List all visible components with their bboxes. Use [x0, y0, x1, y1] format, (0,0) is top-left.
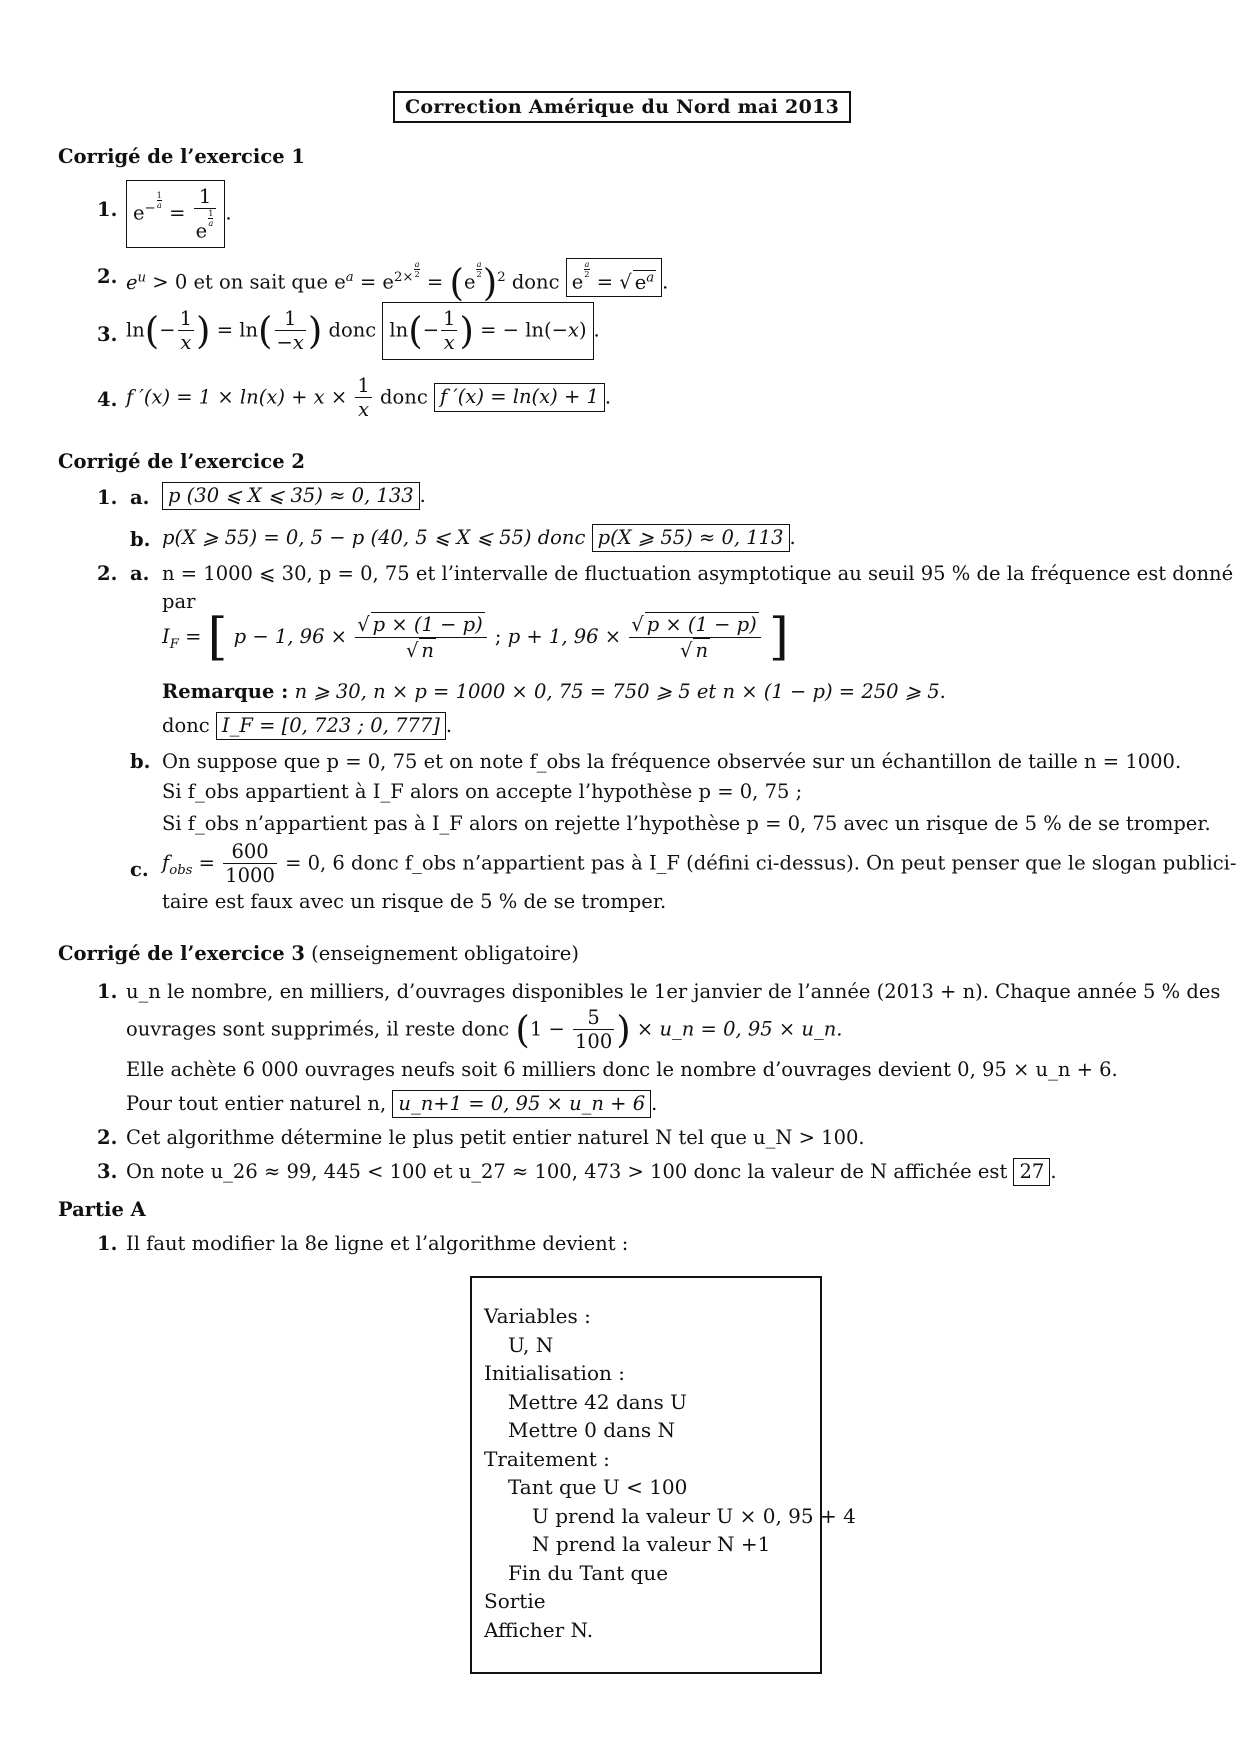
- algo-line: Initialisation :: [484, 1361, 625, 1385]
- ex2-q2a-sub: a.: [130, 562, 150, 585]
- algo-line: Fin du Tant que: [508, 1560, 669, 1585]
- ex2-q2b-sub: b.: [130, 750, 151, 773]
- ex2-q2c-line2: taire est faux avec un risque de 5 % de se tromper.: [162, 890, 667, 913]
- ex3-q2-text: Cet algorithme détermine le plus petit entier naturel N tel que u_N > 100.: [126, 1126, 865, 1149]
- ex3-heading-note: (enseignement obligatoire): [311, 942, 579, 965]
- ex3-q2-num: 2.: [97, 1126, 118, 1149]
- ex2-q1a-sub: a.: [130, 486, 150, 509]
- algo-line: Sortie: [484, 1589, 546, 1613]
- algo-line: Tant que U < 100: [508, 1475, 688, 1499]
- ex1-q3-line: ln(− $\frac{1}{x}$ ) = ln( $\frac{1}{-x}$ ) donc ln(− $\frac{1}{x}$ ) = − ln(−x) .: [126, 302, 600, 360]
- ex3-q3-text: On note u_26 ≈ 99, 445 < 100 et u_27 ≈ 100, 473 > 100 donc la valeur de N affichée est: [126, 1160, 1008, 1183]
- ex2-q2b-line2: Si f_obs appartient à I_F alors on accepte l’hypothèse p = 0, 75 ;: [162, 780, 803, 803]
- algo-line: Afficher N.: [484, 1617, 594, 1642]
- partA-q1-num: 1.: [97, 1232, 118, 1255]
- ex1-q3-num: 3.: [97, 323, 118, 346]
- algo-line: Mettre 42 dans U: [508, 1389, 688, 1414]
- ex1-heading: Corrigé de l’exercice 1: [58, 145, 305, 168]
- partA-heading: Partie A: [58, 1198, 146, 1221]
- ex3-q1-line4-text: Pour tout entier naturel n,: [126, 1092, 387, 1115]
- ex2-heading: Corrigé de l’exercice 2: [58, 450, 305, 473]
- ex1-q4-donc: donc: [380, 385, 428, 409]
- ex1-q4-answer: f ′(x) = ln(x) + 1: [434, 383, 605, 411]
- algo-line: Variables :: [484, 1304, 591, 1328]
- ex2-remark-text: n ⩾ 30, n × p = 1000 × 0, 75 = 750 ⩾ 5 et n × (1 − p) = 250 ⩾ 5.: [294, 680, 946, 703]
- ex2-q1a-answer: p (30 ⩽ X ⩽ 35) ≈ 0, 133: [162, 482, 420, 510]
- algo-line: U, N: [508, 1332, 554, 1357]
- ex3-q1-line2b: × u_n = 0, 95 × u_n.: [636, 1017, 843, 1041]
- partA-q1-text: Il faut modifier la 8e ligne et l’algorithme devient :: [126, 1232, 629, 1255]
- ex3-q1-line1: u_n le nombre, en milliers, d’ouvrages disponibles le 1er janvier de l’année (2013 + n). Chaque année 5 % des: [126, 980, 1221, 1003]
- ex2-q2b-line3: Si f_obs n’appartient pas à I_F alors on rejette l’hypothèse p = 0, 75 avec un risque de 5 % de se tromper.: [162, 812, 1211, 835]
- ex2-remark-label: Remarque :: [162, 680, 289, 703]
- ex2-q2-num: 2.: [97, 562, 118, 585]
- ex2-q2a-donc: donc: [162, 714, 210, 737]
- ex2-q1b-line: p(X ⩾ 55) = 0, 5 − p (40, 5 ⩽ X ⩽ 55) donc p(X ⩾ 55) ≈ 0, 113 .: [162, 524, 796, 552]
- ex3-q1-answer: u_n+1 = 0, 95 × u_n + 6: [392, 1090, 651, 1118]
- algo-line: Traitement :: [484, 1446, 610, 1471]
- algo-line: Mettre 0 dans N: [508, 1418, 675, 1442]
- ex2-q1a-line: p (30 ⩽ X ⩽ 35) ≈ 0, 133 .: [162, 482, 426, 510]
- ex1-q1-answer: $e^{- \frac{1}{a}}$ = 1 e $^{\frac{1}{a}}$ .: [126, 180, 232, 248]
- ex1-q2-donc: donc: [511, 270, 560, 294]
- ex2-formula-left: p − 1, 96 ×: [233, 624, 348, 648]
- ex2-q2a-answer-line: donc I_F = [0, 723 ; 0, 777] .: [162, 712, 452, 740]
- algo-line: U prend la valeur U × 0, 95 + 4: [532, 1503, 856, 1528]
- ex1-q3-donc: donc: [328, 318, 377, 342]
- ex2-q2b-line1: On suppose que p = 0, 75 et on note f_obs la fréquence observée sur un échantillon de taille n = 1000.: [162, 750, 1182, 773]
- ex3-heading: Corrigé de l’exercice 3: [58, 942, 305, 965]
- ex3-q1-line2: ouvrages sont supprimés, il reste donc (1 − $\frac{5}{100}$ ) × u_n = 0, 95 × u_n.: [126, 1006, 843, 1054]
- ex3-q1-line4: Pour tout entier naturel n, u_n+1 = 0, 95 × u_n + 6 .: [126, 1090, 657, 1118]
- ex1-q1-num: 1.: [97, 198, 118, 221]
- ex2-q2a-line1: n = 1000 ⩽ 30, p = 0, 75 et l’intervalle de fluctuation asymptotique au seuil 95 % de la fréquence est donné: [162, 562, 1234, 585]
- ex1-q2-text: > 0 et on sait que: [152, 270, 328, 294]
- ex3-q1-line2a: ouvrages sont supprimés, il reste donc: [126, 1017, 510, 1041]
- ex2-formula-sep: ;: [494, 624, 502, 648]
- ex2-remark: [162, 680, 946, 704]
- algo-line: N prend la valeur N +1: [532, 1532, 771, 1556]
- ex3-q3-line: On note u_26 ≈ 99, 445 < 100 et u_27 ≈ 100, 473 > 100 donc la valeur de N affichée est 27 .: [126, 1158, 1057, 1186]
- ex1-q4-line: f ′(x) = 1 × ln(x) + x × $\frac{1}{x}$ donc f ′(x) = ln(x) + 1 .: [126, 374, 612, 422]
- ex2-q2c-text: = 0, 6 donc f_obs n’appartient pas à I_F (défini ci-dessus). On peut penser que le slogan publici-: [285, 851, 1237, 875]
- ex2-q2c-line1: $f_{obs}$ = $\frac{600}{1000}$ = 0, 6 donc f_obs n’appartient pas à I_F (défini ci-dessus). On peut penser que le slogan publici-: [162, 840, 1237, 888]
- ex3-q3-answer: 27: [1013, 1158, 1050, 1186]
- ex2-q2a-formula: $I_F$ = [ p − 1, 96 × $\frac{√ p \times (1 - p)}{√ n}$ ; p + 1, 96 × $\frac{√ p \times (1 - p)}{√ n}$ ]: [162, 607, 789, 666]
- ex1-q2-num: 2.: [97, 265, 118, 288]
- ex2-q1-num: 1.: [97, 486, 118, 509]
- ex2-formula-right: p + 1, 96 ×: [507, 624, 622, 648]
- algorithm-box: [470, 1276, 856, 1674]
- page-title: Correction Amérique du Nord mai 2013: [393, 91, 851, 123]
- ex2-q2c-sub: c.: [130, 858, 149, 881]
- ex1-q4-num: 4.: [97, 388, 118, 411]
- ex3-q3-num: 3.: [97, 1160, 118, 1183]
- ex2-q2a-answer: I_F = [0, 723 ; 0, 777]: [216, 712, 446, 740]
- ex2-q2c-den: 1000: [225, 864, 275, 888]
- ex1-q4-text: f ′(x) = 1 × ln(x) + x ×: [126, 385, 348, 409]
- ex3-q1-num: 1.: [97, 980, 118, 1003]
- ex3-heading-line: [58, 942, 579, 966]
- ex2-q1b-text: p(X ⩾ 55) = 0, 5 − p (40, 5 ⩽ X ⩽ 55) donc: [162, 526, 586, 549]
- ex2-q2c-num: 600: [223, 840, 277, 864]
- page-title-box: [393, 95, 851, 120]
- ex3-q1-line3: Elle achète 6 000 ouvrages neufs soit 6 milliers donc le nombre d’ouvrages devient 0, 95 × u_n + 6.: [126, 1058, 1118, 1081]
- ex1-q2-line: $e^u > 0$ et on sait que $e^a = e^{2\times \frac{a}{2}}$ = (e $^{\frac{a}{2}}$ )$^2$ donc e $^{\frac{a}{2}}$ = √ $e^a$ .: [126, 259, 669, 305]
- ex2-q1b-sub: b.: [130, 528, 151, 551]
- ex2-q1b-answer: p(X ⩾ 55) ≈ 0, 113: [592, 524, 790, 552]
- ex2-q2a-line2: par: [162, 590, 196, 613]
